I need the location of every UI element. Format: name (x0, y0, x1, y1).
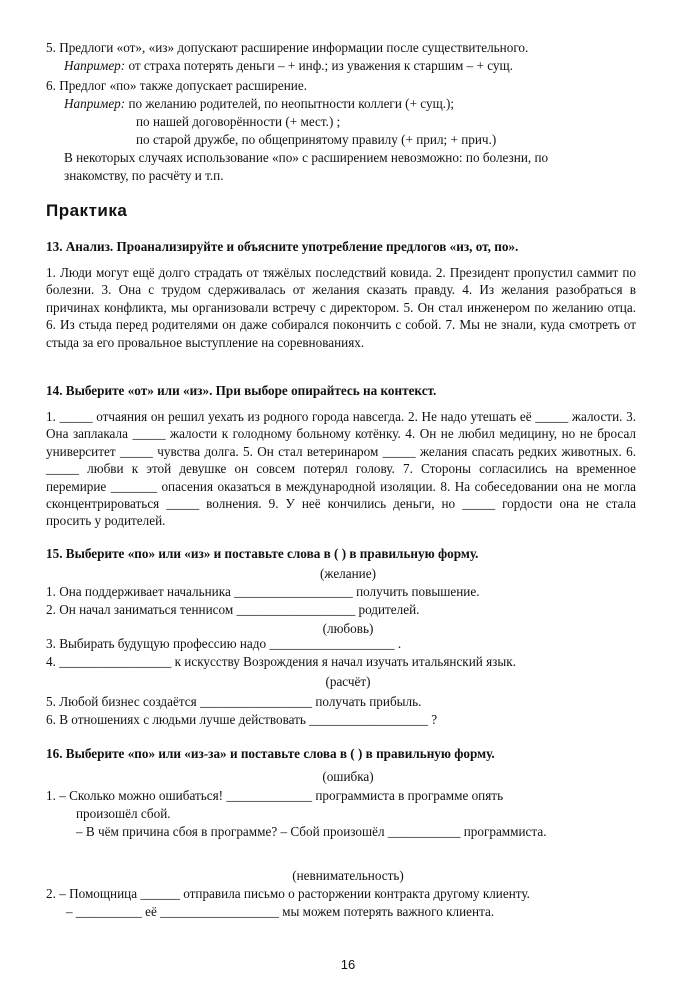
word-prompt: (ошибка) (322, 769, 374, 784)
exercise-item-reply: – В чём причина сбоя в программе? – Сбой произошёл ___________ программиста. (76, 824, 547, 839)
exercise-14-text: 1. _____ отчаяния он решил уехать из родного города навсегда. 2. Не надо утешать её _____ жалости. 3. Она заплакала _____ жалости к голодному больному котёнку. 4. Он не любил медицину, но не бросал университет _____ чувства долга. 5. Он стал ветеринаром _____ желания спасать редких животных. 6. _____ любви к этой девушке он совсем потерял голову. 7. Стороны согласились на временное перемирие _______ опасения оказаться в международной изоляции. 8. На собеседовании она не могла сконцентрироваться _____ волнения. 9. У неё кончились деньги, но _____ гордости она не стала просить у родителей. (46, 409, 636, 529)
page-number: 16 (340, 957, 356, 972)
rule6-example-line: по старой дружбе, по общепринятому правилу (+ прил; + прич.) (136, 132, 497, 147)
exercise-15-title: 15. Выберите «по» или «из» и поставьте слова в ( ) в правильную форму. (46, 546, 479, 561)
exercise-item: 5. Любой бизнес создаётся _________________ получать прибыль. (46, 694, 422, 709)
word-prompt: (любовь) (322, 621, 374, 636)
exercise-item: 2. – Помощница ______ отправила письмо о расторжении контракта другому клиенту. (46, 886, 530, 901)
exercise-item: 6. В отношениях с людьми лучше действовать __________________ ? (46, 712, 438, 727)
exercise-13-title: 13. Анализ. Проанализируйте и объясните употребление предлогов «из, от, по». (46, 239, 519, 254)
word-prompt: (желание) (320, 566, 376, 581)
exercise-item: 2. Он начал заниматься теннисом __________________ родителей. (46, 602, 420, 617)
rule6-note: знакомству, по расчёту и т.п. (64, 168, 224, 183)
exercise-item: 1. Она поддерживает начальника __________________ получить повышение. (46, 584, 480, 599)
example-label: Например: (64, 58, 126, 73)
rule6-note: В некоторых случаях использование «по» с расширением невозможно: по болезни, по (64, 150, 549, 165)
word-prompt: (расчёт) (325, 674, 371, 689)
example-text: по желанию родителей, по неопытности коллеги (+ сущ.); (125, 96, 455, 111)
exercise-item-continuation: произошёл сбой. (76, 806, 171, 821)
exercise-16-title: 16. Выберите «по» или «из-за» и поставьте слова в ( ) в правильную форму. (46, 746, 495, 761)
example-label: Например: (64, 96, 126, 111)
exercise-item-reply: – __________ её __________________ мы можем потерять важного клиента. (66, 904, 495, 919)
word-prompt: (невнимательность) (292, 868, 404, 883)
section-title: Практика (46, 201, 128, 220)
exercise-14-title: 14. Выберите «от» или «из». При выборе опирайтесь на контекст. (46, 383, 437, 398)
rule5-example (64, 56, 513, 75)
exercise-item: 4. _________________ к искусству Возрождения я начал изучать итальянский язык. (46, 654, 516, 669)
exercise-13-text: 1. Люди могут ещё долго страдать от тяжёлых последствий ковида. 2. Президент пропустил саммит по болезни. 3. Она с трудом сдерживалась от желания сказать правду. 4. Из желания разобраться в причинах конфликта, мы организовали встречу с директором. 5. Он стал инженером по желанию отца. 6. Из стыда перед родителями он даже собирался покончить с собой. 7. Мы не знали, куда смотреть от стыда за его провальное выступление на соревнованиях. (46, 265, 636, 350)
exercise-item: 1. – Сколько можно ошибаться! _____________ программиста в программе опять (46, 788, 504, 803)
example-text: от страха потерять деньги – + инф.; из уважения к старшим – + сущ. (125, 58, 513, 73)
rule6-example-line: по нашей договорённости (+ мест.) ; (136, 114, 341, 129)
rule6-line: 6. Предлог «по» также допускает расширение. (46, 78, 307, 93)
rule6-example (64, 94, 454, 113)
exercise-item: 3. Выбирать будущую профессию надо ___________________ . (46, 636, 402, 651)
rule5-line: 5. Предлоги «от», «из» допускают расширение информации после существительного. (46, 40, 529, 55)
